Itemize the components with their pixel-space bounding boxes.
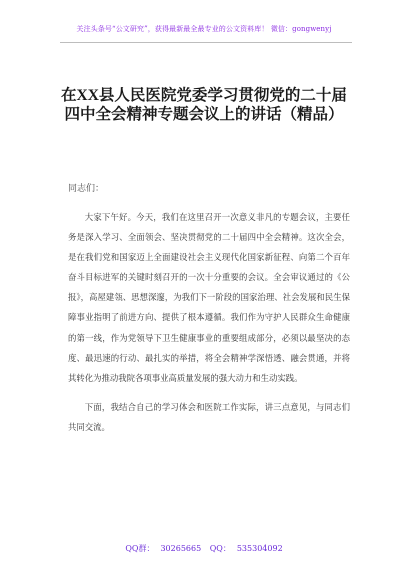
document-body (68, 207, 350, 446)
body-paragraph: 大家下午好。今天，我们在这里召开一次意义非凡的专题会议，主要任务是深入学习、全面领会、坚决贯彻党的二十届四中全会精神。这次全会，是在我们党和国家迈上全面建设社会主义现代化国家新征程、向第二个百年奋斗目标进军的关键时刻召开的一次十分重要的会议。全会审议通过的《公报》，高屋建瓴、思想深邃，为我们下一阶段的国家治理、社会发展和民生保障事业指明了前进方向、提供了根本遵循。我们作为守护人民群众生命健康的第一线，作为党领导下卫生健康事业的重要组成部分，必须以最坚决的态度、最迅速的行动、最扎实的举措，将全会精神学深悟透、融会贯通，并将其转化为推动我院各项事业高质量发展的强大动力和生动实践。 (68, 212, 350, 383)
salutation: 同志们： (68, 184, 105, 194)
header-divider (60, 42, 352, 43)
document-title: 在XX县人民医院党委学习贯彻党的二十届四中全会精神专题会议上的讲话（精品） (61, 87, 347, 123)
qq-group-number: 30265665 (160, 544, 202, 553)
footer-contact (0, 543, 408, 554)
qq-label: QQ： (209, 544, 231, 553)
header-banner: 关注头条号“公文研究”，获得最新最全最专业的公文资料库！ 微信：gongwenyj (76, 25, 332, 33)
qq-number: 535304092 (236, 544, 283, 553)
body-paragraph: 下面，我结合自己的学习体会和医院工作实际，讲三点意见，与同志们共同交流。 (68, 401, 350, 432)
qq-group-label: QQ群： (125, 544, 155, 553)
